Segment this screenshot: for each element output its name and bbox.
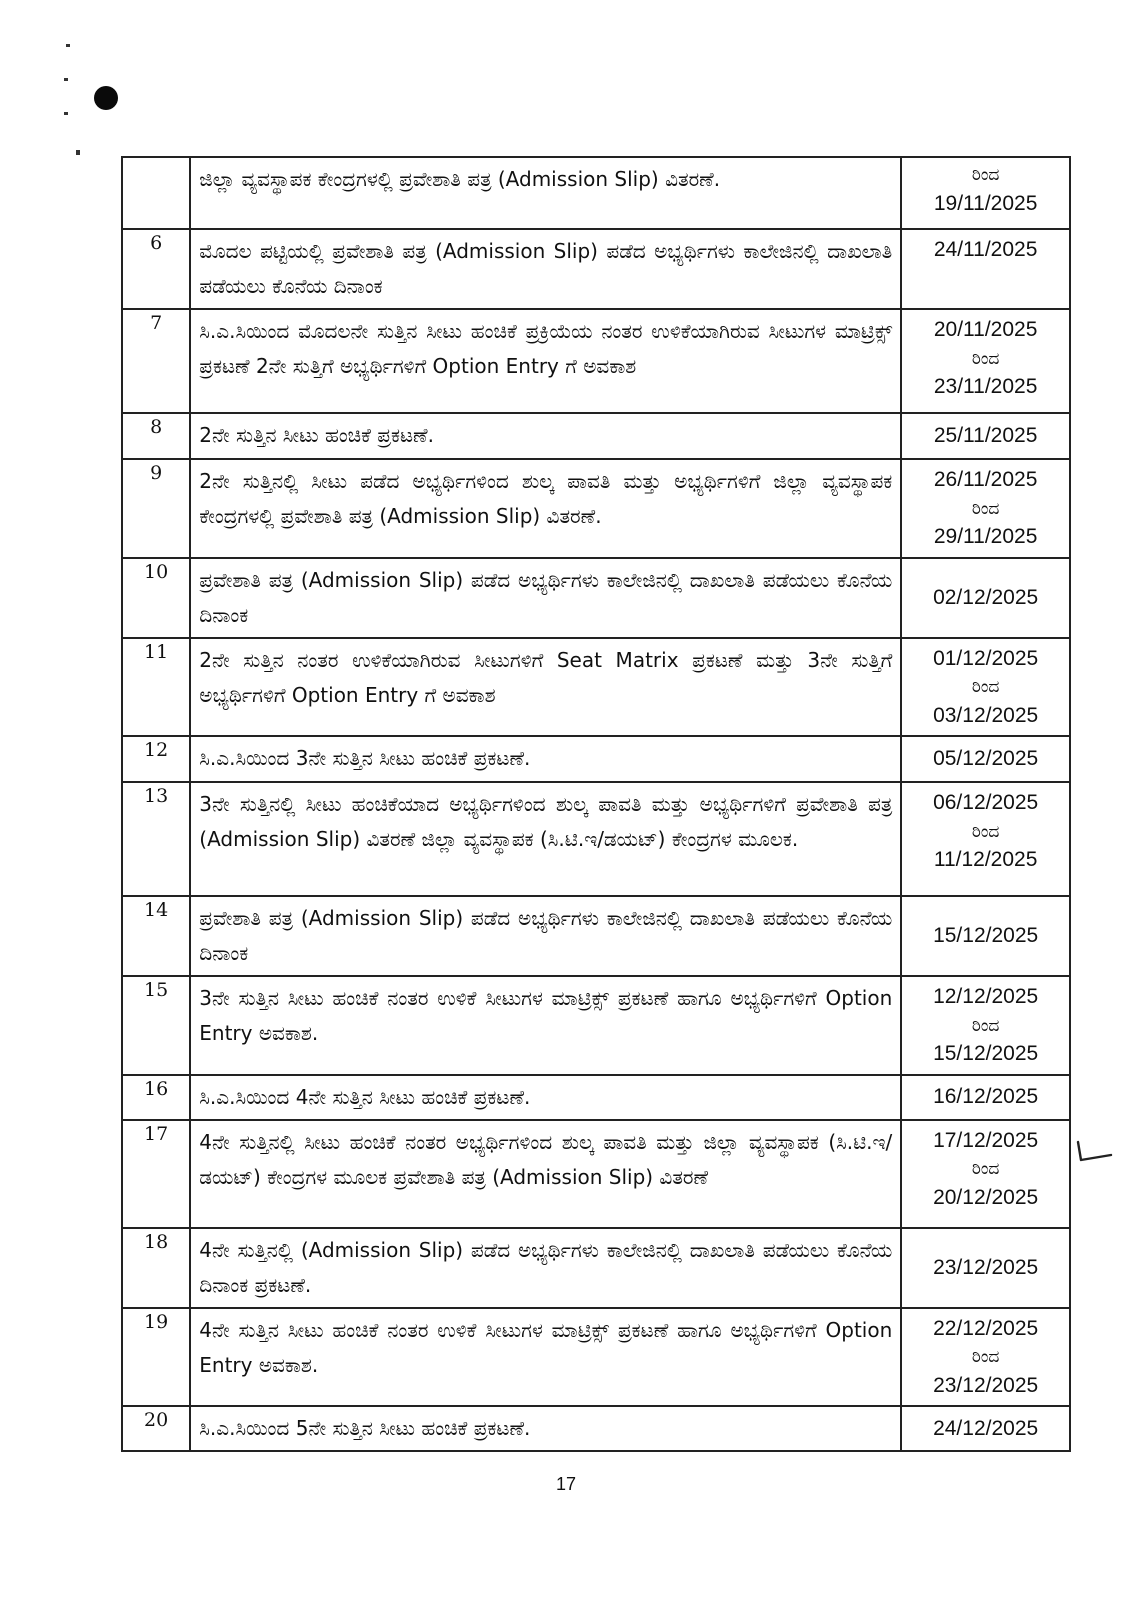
scan-speck [64, 112, 68, 115]
row-serial-number: 19 [122, 1308, 190, 1407]
date-value: 03/12/2025 [933, 703, 1039, 727]
date-value: 12/12/2025 [933, 985, 1039, 1008]
date-value: 15/12/2025 [933, 1042, 1039, 1065]
table-row [122, 638, 1070, 737]
row-description: ಮೊದಲ ಪಟ್ಟಿಯಲ್ಲಿ ಪ್ರವೇಶಾತಿ ಪತ್ರ (Admission Slip) ಪಡೆದ ಅಭ್ಯರ್ಥಿಗಳು ಕಾಲೇಜಿನಲ್ಲಿ ದಾಖಲಾತಿ ಪಡೆಯಲು ಕೊನೆಯ ದಿನಾಂಕ [190, 229, 901, 309]
date-value: 23/12/2025 [933, 1373, 1039, 1397]
scan-speck [76, 150, 80, 155]
row-serial-number: 16 [122, 1075, 190, 1120]
row-serial-number: 9 [122, 459, 190, 558]
date-range-connector: ರಿಂದ [971, 677, 1000, 696]
row-date-range [901, 1308, 1070, 1407]
table-row [122, 1228, 1070, 1308]
row-serial-number: 7 [122, 309, 190, 413]
date-value: 29/11/2025 [933, 525, 1038, 548]
row-description: 3ನೇ ಸುತ್ತಿನಲ್ಲಿ ಸೀಟು ಹಂಚಿಕೆಯಾದ ಅಭ್ಯರ್ಥಿಗಳಿಂದ ಶುಲ್ಕ ಪಾವತಿ ಮತ್ತು ಅಭ್ಯರ್ಥಿಗಳಿಗೆ ಪ್ರವೇಶಾತಿ ಪತ್ರ (Admission Slip) ವಿತರಣೆ ಜಿಲ್ಲಾ ವ್ಯವಸ್ಥಾಪಕ (ಸಿ.ಟಿ.ಇ/ಡಯಟ್) ಕೇಂದ್ರಗಳ ಮೂಲಕ. [190, 782, 901, 896]
row-date-range [901, 1228, 1070, 1308]
row-date-range [901, 1406, 1070, 1451]
date-value: 05/12/2025 [933, 747, 1039, 771]
row-description: ಪ್ರವೇಶಾತಿ ಪತ್ರ (Admission Slip) ಪಡೆದ ಅಭ್ಯರ್ಥಿಗಳು ಕಾಲೇಜಿನಲ್ಲಿ ದಾಖಲಾತಿ ಪಡೆಯಲು ಕೊನೆಯ ದಿನಾಂಕ [190, 558, 901, 638]
row-serial-number: 10 [122, 558, 190, 638]
row-serial-number: 6 [122, 229, 190, 309]
row-description: ಸಿ.ಎ.ಸಿಯಿಂದ 5ನೇ ಸುತ್ತಿನ ಸೀಟು ಹಂಚಿಕೆ ಪ್ರಕಟಣೆ. [190, 1406, 901, 1451]
date-value: 22/12/2025 [933, 1316, 1039, 1340]
date-value: 02/12/2025 [933, 585, 1039, 609]
row-serial-number: 20 [122, 1406, 190, 1451]
date-range-connector: ರಿಂದ [971, 1015, 1000, 1035]
handwritten-tick-mark [1075, 1140, 1115, 1166]
row-date-range [901, 229, 1070, 309]
date-range-connector: ರಿಂದ [971, 348, 1000, 368]
date-value: 15/12/2025 [933, 924, 1039, 948]
row-serial-number: 18 [122, 1228, 190, 1308]
table-row [122, 896, 1070, 976]
date-value: 24/11/2025 [933, 238, 1038, 261]
table-row [122, 157, 1070, 229]
row-date-range [901, 638, 1070, 737]
row-date-range [901, 309, 1070, 413]
date-range-connector: ರಿಂದ [971, 1159, 1000, 1178]
row-date-range [901, 157, 1070, 229]
date-value: 19/11/2025 [933, 191, 1038, 215]
row-serial-number [122, 157, 190, 229]
date-value: 23/12/2025 [933, 1255, 1039, 1279]
row-serial-number: 8 [122, 413, 190, 459]
table-row [122, 1075, 1070, 1120]
row-date-range [901, 1075, 1070, 1120]
date-range-connector: ರಿಂದ [971, 821, 1000, 841]
date-value: 23/11/2025 [933, 375, 1038, 398]
table-row [122, 976, 1070, 1075]
punch-hole-mark [94, 86, 118, 110]
table-row [122, 782, 1070, 896]
row-date-range [901, 1120, 1070, 1228]
row-serial-number: 15 [122, 976, 190, 1075]
row-serial-number: 11 [122, 638, 190, 737]
table-row [122, 736, 1070, 782]
table-row [122, 229, 1070, 309]
row-description: 2ನೇ ಸುತ್ತಿನ ಸೀಟು ಹಂಚಿಕೆ ಪ್ರಕಟಣೆ. [190, 413, 901, 459]
date-range-connector: ರಿಂದ [971, 1347, 1000, 1366]
table-row [122, 1406, 1070, 1451]
row-date-range [901, 736, 1070, 782]
date-value: 11/12/2025 [933, 848, 1038, 871]
date-value: 26/11/2025 [933, 468, 1038, 491]
date-value: 25/11/2025 [933, 424, 1038, 448]
row-date-range [901, 896, 1070, 976]
schedule-table-body [122, 157, 1070, 1451]
row-serial-number: 13 [122, 782, 190, 896]
date-value: 20/12/2025 [933, 1185, 1039, 1209]
row-serial-number: 12 [122, 736, 190, 782]
date-value: 06/12/2025 [933, 791, 1039, 814]
row-date-range [901, 976, 1070, 1075]
date-value: 17/12/2025 [933, 1128, 1039, 1152]
row-description: 3ನೇ ಸುತ್ತಿನ ಸೀಟು ಹಂಚಿಕೆ ನಂತರ ಉಳಿಕೆ ಸೀಟುಗಳ ಮಾಟ್ರಿಕ್ಸ್ ಪ್ರಕಟಣೆ ಹಾಗೂ ಅಭ್ಯರ್ಥಿಗಳಿಗೆ Option Entry ಅವಕಾಶ. [190, 976, 901, 1075]
row-description: ಸಿ.ಎ.ಸಿಯಿಂದ 4ನೇ ಸುತ್ತಿನ ಸೀಟು ಹಂಚಿಕೆ ಪ್ರಕಟಣೆ. [190, 1075, 901, 1120]
row-serial-number: 14 [122, 896, 190, 976]
row-serial-number: 17 [122, 1120, 190, 1228]
table-row [122, 558, 1070, 638]
row-description: 4ನೇ ಸುತ್ತಿನಲ್ಲಿ ಸೀಟು ಹಂಚಿಕೆ ನಂತರ ಅಭ್ಯರ್ಥಿಗಳಿಂದ ಶುಲ್ಕ ಪಾವತಿ ಮತ್ತು ಜಿಲ್ಲಾ ವ್ಯವಸ್ಥಾಪಕ (ಸಿ.ಟಿ.ಇ/ಡಯಟ್) ಕೇಂದ್ರಗಳ ಮೂಲಕ ಪ್ರವೇಶಾತಿ ಪತ್ರ (Admission Slip) ವಿತರಣೆ [190, 1120, 901, 1228]
row-description: 2ನೇ ಸುತ್ತಿನ ನಂತರ ಉಳಿಕೆಯಾಗಿರುವ ಸೀಟುಗಳಿಗೆ Seat Matrix ಪ್ರಕಟಣೆ ಮತ್ತು 3ನೇ ಸುತ್ತಿಗೆ ಅಭ್ಯರ್ಥಿಗಳಿಗೆ Option Entry ಗೆ ಅವಕಾಶ [190, 638, 901, 737]
date-value: 01/12/2025 [933, 646, 1039, 670]
row-description: ಸಿ.ಎ.ಸಿಯಿಂದ 3ನೇ ಸುತ್ತಿನ ಸೀಟು ಹಂಚಿಕೆ ಪ್ರಕಟಣೆ. [190, 736, 901, 782]
row-description: ಸಿ.ಎ.ಸಿಯಿಂದ ಮೊದಲನೇ ಸುತ್ತಿನ ಸೀಟು ಹಂಚಿಕೆ ಪ್ರಕ್ರಿಯೆಯ ನಂತರ ಉಳಿಕೆಯಾಗಿರುವ ಸೀಟುಗಳ ಮಾಟ್ರಿಕ್ಸ್ ಪ್ರಕಟಣೆ 2ನೇ ಸುತ್ತಿಗೆ ಅಭ್ಯರ್ಥಿಗಳಿಗೆ Option Entry ಗೆ ಅವಕಾಶ [190, 309, 901, 413]
table-row [122, 459, 1070, 558]
row-description: 4ನೇ ಸುತ್ತಿನಲ್ಲಿ (Admission Slip) ಪಡೆದ ಅಭ್ಯರ್ಥಿಗಳು ಕಾಲೇಜಿನಲ್ಲಿ ದಾಖಲಾತಿ ಪಡೆಯಲು ಕೊನೆಯ ದಿನಾಂಕ ಪ್ರಕಟಣೆ. [190, 1228, 901, 1308]
date-value: 24/12/2025 [933, 1416, 1039, 1440]
scan-speck [66, 44, 70, 47]
page-number: 17 [555, 1474, 577, 1494]
table-row [122, 413, 1070, 459]
date-range-connector: ರಿಂದ [971, 498, 1000, 518]
row-date-range [901, 413, 1070, 459]
admission-schedule-table [121, 156, 1071, 1452]
row-description: 4ನೇ ಸುತ್ತಿನ ಸೀಟು ಹಂಚಿಕೆ ನಂತರ ಉಳಿಕೆ ಸೀಟುಗಳ ಮಾಟ್ರಿಕ್ಸ್ ಪ್ರಕಟಣೆ ಹಾಗೂ ಅಭ್ಯರ್ಥಿಗಳಿಗೆ Option Entry ಅವಕಾಶ. [190, 1308, 901, 1407]
scan-speck [64, 78, 68, 81]
date-range-connector: ರಿಂದ [971, 165, 1000, 184]
row-description: 2ನೇ ಸುತ್ತಿನಲ್ಲಿ ಸೀಟು ಪಡೆದ ಅಭ್ಯರ್ಥಿಗಳಿಂದ ಶುಲ್ಕ ಪಾವತಿ ಮತ್ತು ಅಭ್ಯರ್ಥಿಗಳಿಗೆ ಜಿಲ್ಲಾ ವ್ಯವಸ್ಥಾಪಕ ಕೇಂದ್ರಗಳಲ್ಲಿ ಪ್ರವೇಶಾತಿ ಪತ್ರ (Admission Slip) ವಿತರಣೆ. [190, 459, 901, 558]
table-row [122, 1120, 1070, 1228]
table-row [122, 1308, 1070, 1407]
row-description: ಪ್ರವೇಶಾತಿ ಪತ್ರ (Admission Slip) ಪಡೆದ ಅಭ್ಯರ್ಥಿಗಳು ಕಾಲೇಜಿನಲ್ಲಿ ದಾಖಲಾತಿ ಪಡೆಯಲು ಕೊನೆಯ ದಿನಾಂಕ [190, 896, 901, 976]
row-date-range [901, 459, 1070, 558]
row-date-range [901, 558, 1070, 638]
row-date-range [901, 782, 1070, 896]
date-value: 16/12/2025 [933, 1085, 1039, 1109]
row-description: ಜಿಲ್ಲಾ ವ್ಯವಸ್ಥಾಪಕ ಕೇಂದ್ರಗಳಲ್ಲಿ ಪ್ರವೇಶಾತಿ ಪತ್ರ (Admission Slip) ವಿತರಣೆ. [190, 157, 901, 229]
date-value: 20/11/2025 [933, 318, 1038, 341]
table-row [122, 309, 1070, 413]
